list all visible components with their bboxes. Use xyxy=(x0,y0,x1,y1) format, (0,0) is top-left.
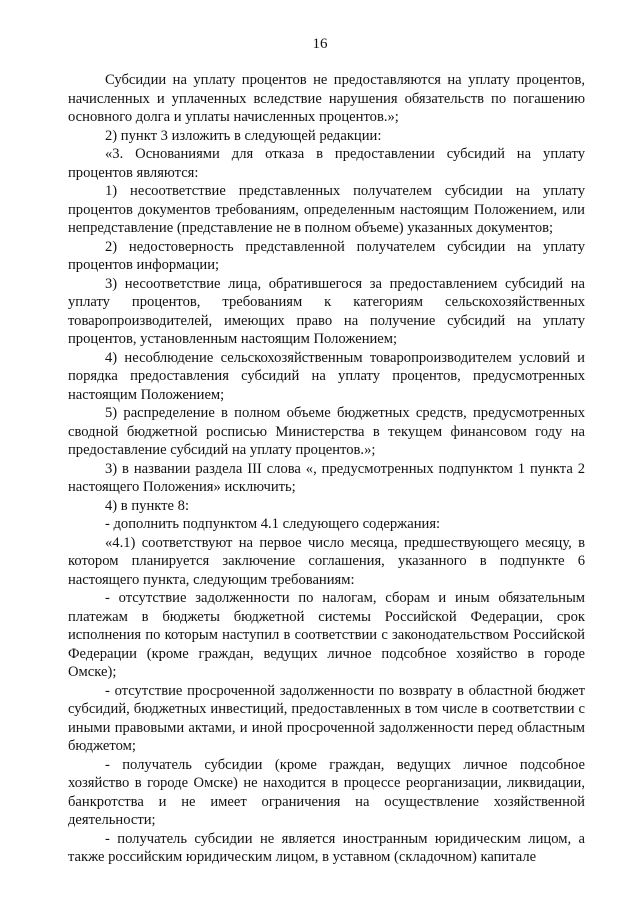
page-number: 16 xyxy=(312,36,328,52)
document-body xyxy=(68,71,585,867)
paragraph-requirement-no-tax-debt: - отсутствие задолженности по налогам, сборам и иным обязательным платежам в бюджеты бюджетной системы Российской Федерации, срок исполнения по которым наступил в соответствии с законодательством Российской Федерации (кроме граждан, ведущих личное подсобное хозяйство в городе Омске); xyxy=(68,590,585,680)
paragraph-requirement-not-foreign: - получатель субсидии не является иностранным юридическим лицом, а также российским юридическим лицом, в уставном (складочном) капитале xyxy=(68,830,585,865)
paragraph-point-3-grounds: «3. Основаниями для отказа в предоставлении субсидий на уплату процентов являются: xyxy=(68,146,585,181)
paragraph-requirement-no-overdue-debt: - отсутствие просроченной задолженности по возврату в областной бюджет субсидий, бюджетных инвестиций, предоставленных в том числе в соответствии с иными правовыми актами, и иной просроченной задолженности перед областным бюджетом; xyxy=(68,682,585,754)
paragraph-subsidy-exclusion: Субсидии на уплату процентов не предоставляются на уплату процентов, начисленных и уплаченных вследствие нарушения обязательств по погашению основного долга и уплаты начисленных процентов.»; xyxy=(68,72,585,125)
paragraph-ground-5: 5) распределение в полном объеме бюджетных средств, предусмотренных сводной бюджетной росписью Министерства в текущем финансовом году на предоставление субсидий на уплату процентов.»; xyxy=(68,405,585,458)
paragraph-subpoint-4-1: «4.1) соответствуют на первое число месяца, предшествующего месяцу, в котором планируется заключение соглашения, указанного в подпункте 6 настоящего пункта, следующим требованиям: xyxy=(68,534,585,588)
paragraph-requirement-no-reorganization: - получатель субсидии (кроме граждан, ведущих личное подсобное хозяйство в городе Омске) не находится в процессе реорганизации, ликвидации, банкротства и не имеет ограничения на осуществление хозяйственной деятельности; xyxy=(68,756,585,828)
paragraph-ground-3: 3) несоответствие лица, обратившегося за предоставлением субсидий на уплату процентов, требованиям к категориям сельскохозяйственных товаропроизводителей, имеющих право на получение субсидий на уплату процентов, установленным настоящим Положением; xyxy=(68,275,585,347)
paragraph-item-2-intro: 2) пункт 3 изложить в следующей редакции: xyxy=(105,127,382,144)
paragraph-ground-2: 2) недостоверность представленной получателем субсидии на уплату процентов информации; xyxy=(68,238,585,273)
paragraph-add-subpoint-4-1: - дополнить подпунктом 4.1 следующего содержания: xyxy=(105,516,441,532)
paragraph-ground-4: 4) несоблюдение сельскохозяйственным товаропроизводителем условий и порядка предоставления субсидий на уплату процентов, предусмотренных настоящим Положением; xyxy=(68,349,585,403)
paragraph-item-4-point-8: 4) в пункте 8: xyxy=(105,497,190,514)
paragraph-item-3-section-title: 3) в названии раздела III слова «, предусмотренных подпунктом 1 пункта 2 настоящего Положения» исключить; xyxy=(68,460,585,495)
paragraph-ground-1: 1) несоответствие представленных получателем субсидии на уплату процентов документов требованиям, определенным настоящим Положением, или непредставление (представление не в полном объеме) указанных документов; xyxy=(68,183,585,236)
